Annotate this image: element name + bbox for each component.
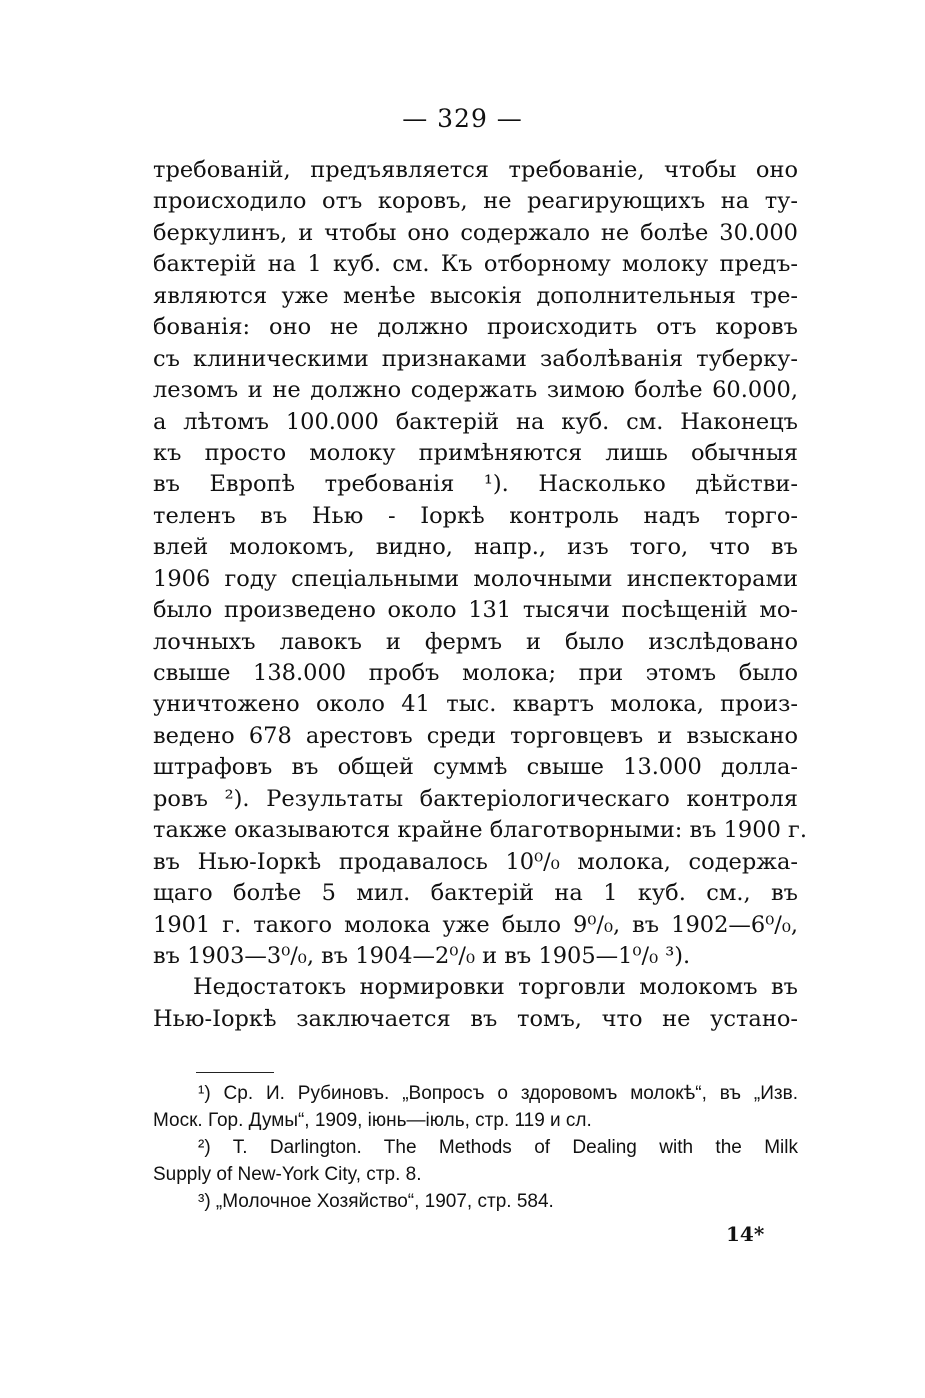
- text-line-11: въ Европѣ требованія ¹). Насколько дѣйстви-: [153, 471, 798, 498]
- text-line-9: а лѣтомъ 100.000 бактерій на куб. см. Наконецъ: [153, 408, 798, 435]
- text-line-17: свыше 138.000 пробъ молока; при этомъ было: [153, 660, 798, 686]
- footnote-line-1: ¹) Ср. И. Рубиновъ. „Вопросъ о здоровомъ молокѣ“, въ „Изв.: [198, 1083, 798, 1104]
- main-text: [153, 155, 807, 1035]
- text-line-1: требованій, предъявляется требованіе, чтобы оно: [153, 157, 798, 183]
- signature-mark: 14*: [726, 1222, 765, 1246]
- text-line-2: происходило отъ коровъ, не реагирующихъ на ту-: [153, 188, 798, 215]
- text-line-21: ровъ ²). Результаты бактеріологическаго контроля: [153, 785, 798, 812]
- footnote-line-5: ³) „Молочное Хозяйство“, 1907, стр. 584.: [198, 1191, 554, 1212]
- text-line-4: бактерій на 1 куб. см. Къ отборному молоку предъ-: [153, 251, 798, 278]
- text-line-8: лезомъ и не должно содержать зимою болѣе 60.000,: [153, 377, 798, 404]
- page-number: — 329 —: [402, 104, 523, 133]
- text-line-26: въ 1903—3⁰/₀, въ 1904—2⁰/₀ и въ 1905—1⁰/₀ ³).: [153, 942, 691, 969]
- text-line-20: штрафовъ въ общей суммѣ свыше 13.000 долла-: [153, 754, 798, 781]
- text-line-5: являются уже менѣе высокія дополнительныя тре-: [153, 282, 798, 309]
- text-line-6: бованія: оно не должно происходить отъ коровъ: [153, 314, 798, 341]
- footnote-line-4: Supply of New-York City, стр. 8.: [153, 1164, 422, 1185]
- text-line-15: было произведено около 131 тысячи посѣщеній мо-: [153, 597, 798, 624]
- text-line-22: также оказываются крайне благотворными: въ 1900 г.: [153, 817, 807, 844]
- text-line-14: 1906 году спеціальными молочными инспекторами: [153, 565, 798, 592]
- text-line-19: ведено 678 арестовъ среди торговцевъ и взыскано: [153, 722, 798, 749]
- text-line-28: Нью-Іоркѣ заключается въ томъ, что не устано-: [153, 1005, 798, 1032]
- text-line-24: щаго болѣе 5 мил. бактерій на 1 куб. см., въ: [153, 880, 798, 907]
- text-line-12: теленъ въ Нью - Іоркѣ контроль надъ торго-: [153, 502, 798, 529]
- text-line-7: съ клиническими признаками заболѣванія туберку-: [153, 345, 798, 372]
- footnote-line-2: Моск. Гор. Думы“, 1909, іюнь—іюль, стр. 119 и сл.: [153, 1110, 592, 1131]
- text-line-16: лочныхъ лавокъ и фермъ и было изслѣдовано: [153, 628, 798, 655]
- text-line-10: къ просто молоку примѣняются лишь обычныя: [153, 439, 798, 466]
- text-line-25: 1901 г. такого молока уже было 9⁰/₀, въ 1902—6⁰/₀,: [153, 911, 798, 938]
- text-line-18: уничтожено около 41 тыс. квартъ молока, произ-: [153, 691, 798, 718]
- footnote-divider: [196, 1072, 274, 1073]
- text-line-3: беркулинъ, и чтобы оно содержало не болѣе 30.000: [153, 219, 798, 246]
- text-line-27: Недостатокъ нормировки торговли молокомъ въ: [193, 974, 798, 1001]
- footnotes: [153, 1080, 798, 1215]
- text-line-23: въ Нью-Іоркѣ продавалось 10⁰/₀ молока, содержа-: [153, 848, 798, 875]
- text-line-13: влей молокомъ, видно, напр., изъ того, что въ: [153, 534, 798, 561]
- footnote-line-3: ²) T. Darlington. The Methods of Dealing with the Milk: [198, 1137, 798, 1158]
